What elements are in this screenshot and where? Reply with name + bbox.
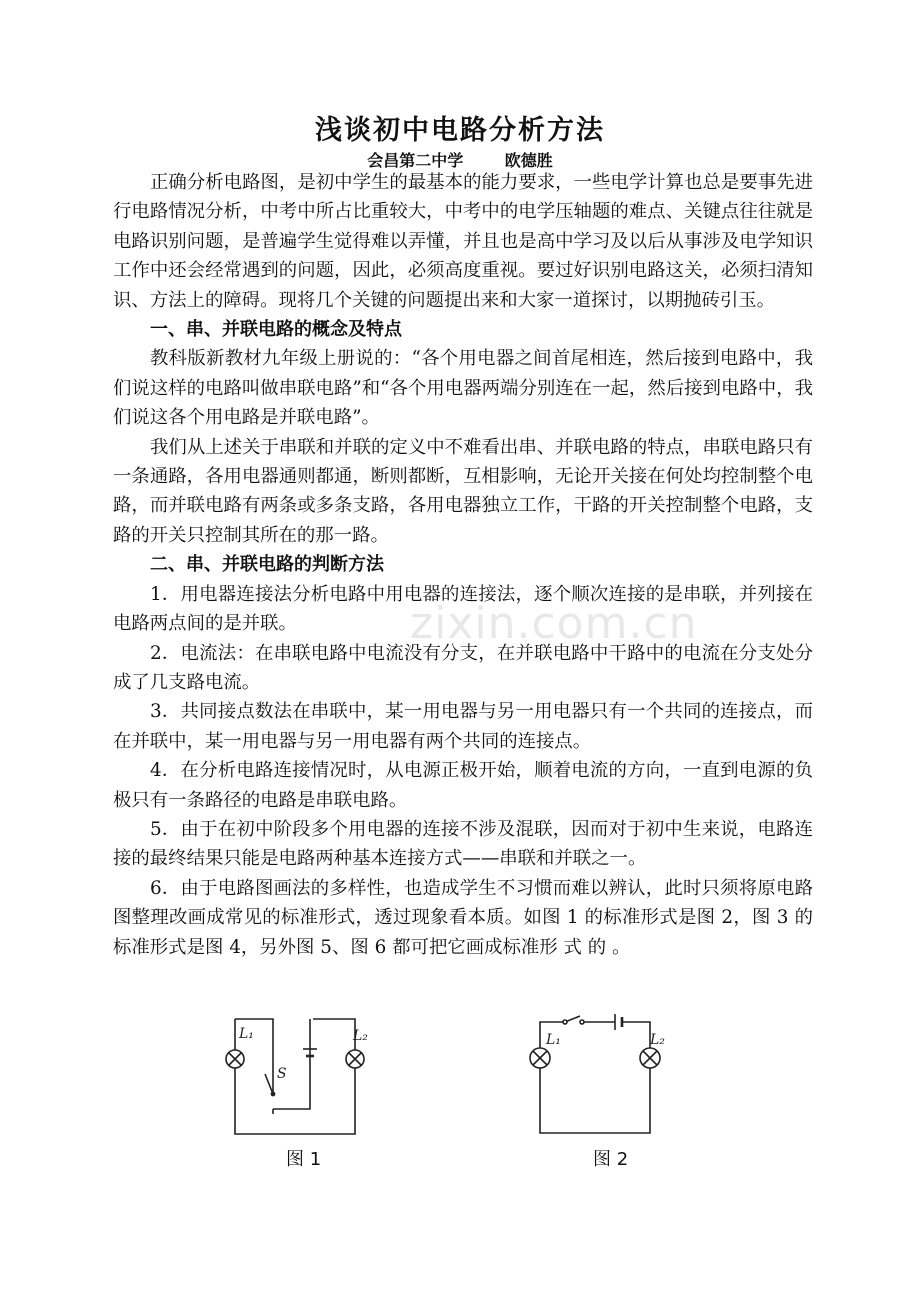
fig2-lamp-l1-icon	[530, 1048, 550, 1068]
method-item-6: 6．由于电路图画法的多样性，也造成学生不习惯而难以辨认，此时只须将原电路图整理改画成常见的标准形式，透过现象看本质。如图 1 的标准形式是图 2，图 3 的标准形式是图 4，另外图 5、图 6 都可把它画成标准形 式 的 。	[113, 877, 813, 958]
article-body	[113, 168, 813, 962]
section1-paragraph-2: 我们从上述关于串联和并联的定义中不难看出串、并联电路的特点，串联电路只有一条通路，各用电器通则都通，断则都断，互相影响，无论开关接在何处均控制整个电路，而并联电路有两条或多条支路，各用电器独立工作，干路的开关控制整个电路，支路的开关只控制其所在的那一路。	[113, 436, 813, 546]
fig2-label-l2: L₂	[650, 1032, 665, 1048]
figure-2-circuit	[520, 1000, 680, 1145]
author-name: 欧德胜	[504, 151, 553, 170]
school-name: 会昌第二中学	[367, 151, 464, 170]
figure-2-caption: 图 2	[593, 1149, 629, 1170]
fig2-label-l1: L₁	[546, 1032, 561, 1048]
page-title: 浅谈初中电路分析方法	[315, 115, 605, 146]
fig1-label-s: S	[277, 1066, 287, 1082]
method-item-4: 4．在分析电路连接情况时，从电源正极开始，顺着电流的方向，一直到电源的负极只有一条路径的电路是串联电路。	[113, 760, 813, 811]
lamp-l2-icon	[346, 1050, 364, 1068]
section-heading-1: 一、串、并联电路的概念及特点	[150, 319, 402, 341]
section-heading-2: 二、串、并联电路的判断方法	[150, 554, 384, 576]
fig2-lamp-l2-icon	[640, 1048, 660, 1068]
method-item-1: 1．用电器连接法分析电路中用电器的连接法，逐个顺次连接的是串联，并列接在电路两点间的是并联。	[113, 583, 813, 635]
method-item-2: 2．电流法：在串联电路中电流没有分支，在并联电路中干路中的电流在分支处分成了几支路电流。	[113, 642, 813, 693]
method-item-5: 5．由于在初中阶段多个用电器的连接不涉及混联，因而对于初中生来说，电路连接的最终结果只能是电路两种基本连接方式——串联和并联之一。	[113, 818, 813, 870]
figure-1-caption: 图 1	[286, 1149, 322, 1170]
fig1-label-l1: L₁	[239, 1026, 254, 1042]
lamp-l1-icon	[226, 1050, 244, 1068]
figure-1-circuit	[215, 1004, 375, 1144]
intro-paragraph: 正确分析电路图，是初中学生的最基本的能力要求，一些电学计算也总是要事先进行电路情况分析，中考中所占比重较大，中考中的电学压轴题的难点、关键点往往就是电路识别问题，是普遍学生觉得难以弄懂，并且也是高中学习及以后从事涉及电学知识工作中还会经常遇到的问题，因此，必须高度重视。要过好识别电路这关，必须扫清知识、方法上的障碍。现将几个关键的问题提出来和大家一道探讨，以期抛砖引玉。	[113, 172, 813, 311]
section1-paragraph-1: 教科版新教材九年级上册说的：“各个用电器之间首尾相连，然后接到电路中，我们说这样的电路叫做串联电路”和“各个用电器两端分别连在一起，然后接到电路中，我们说这各个用电路是并联电路”。	[113, 348, 813, 429]
fig1-label-l2: L₂	[353, 1028, 368, 1044]
watermark: zixin.com.cn	[410, 598, 698, 649]
method-item-3: 3．共同接点数法在串联中，某一用电器与另一用电器只有一个共同的连接点，而在并联中，某一用电器与另一用电器有两个共同的连接点。	[113, 701, 813, 752]
